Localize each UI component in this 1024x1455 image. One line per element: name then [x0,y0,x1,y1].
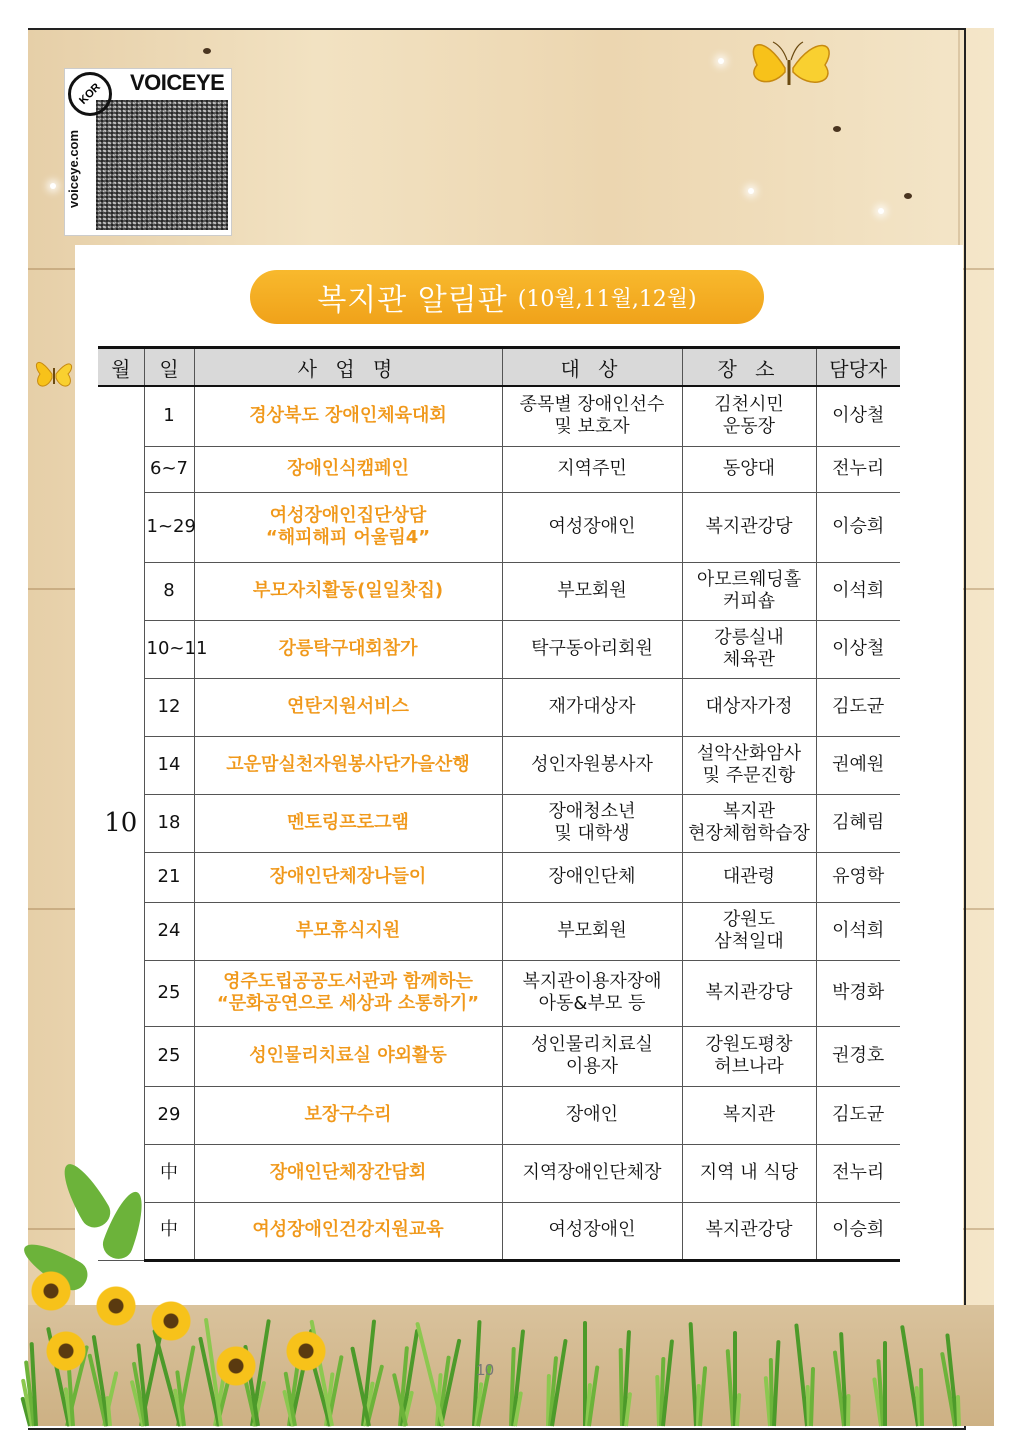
program-cell: 장애인단체장간담회 [194,1144,502,1202]
grass-blade [919,1368,924,1426]
page-title-main: 복지관 알림판 [317,283,508,318]
place-cell: 아모르웨딩홀 커피숍 [682,562,816,620]
place-cell: 강릉실내 체육관 [682,620,816,678]
header-manager: 담당자 [816,348,900,387]
target-cell: 성인물리치료실 이용자 [502,1026,682,1086]
manager-cell: 유영학 [816,852,900,902]
target-cell: 종목별 장애인선수 및 보호자 [502,386,682,446]
voiceye-logo: VOICEYE [130,70,225,95]
month-cell: 10 [98,386,144,1260]
header-day: 일 [144,348,194,387]
table-body [98,386,900,1260]
place-cell: 대관령 [682,852,816,902]
grass-blade [846,1394,851,1426]
header-target: 대 상 [502,348,682,387]
table-row [98,852,900,902]
flower-decoration [150,1300,192,1342]
flower-decoration [30,1270,72,1312]
manager-cell: 권경호 [816,1026,900,1086]
grass-blade [883,1341,887,1426]
manager-cell: 권예원 [816,736,900,794]
table-row [98,960,900,1026]
manager-cell: 전누리 [816,1144,900,1202]
flower-decoration [95,1285,137,1327]
day-cell: 8 [144,562,194,620]
table-row [98,492,900,562]
flower-decoration [215,1345,257,1387]
target-cell: 여성장애인 [502,492,682,562]
place-cell: 지역 내 식당 [682,1144,816,1202]
target-cell: 지역주민 [502,446,682,492]
day-cell: 18 [144,794,194,852]
manager-cell: 이상철 [816,620,900,678]
kor-badge: KOR [59,63,121,125]
small-butterfly-icon [30,350,78,398]
target-cell: 부모회원 [502,902,682,960]
target-cell: 복지관이용자장애 아동&부모 등 [502,960,682,1026]
table-row [98,1202,900,1260]
day-cell: 21 [144,852,194,902]
day-cell: 1~29 [144,492,194,562]
target-cell: 부모회원 [502,562,682,620]
grass-blade [735,1393,741,1426]
table-row [98,902,900,960]
page-title [250,270,764,324]
manager-cell: 이석희 [816,902,900,960]
day-cell: 中 [144,1202,194,1260]
manager-cell: 이승희 [816,1202,900,1260]
grass-blade [772,1340,780,1426]
table-header-row [98,348,900,387]
table-row [98,446,900,492]
program-cell: 성인물리치료실 야외활동 [194,1026,502,1086]
program-cell: 장애인단체장나들이 [194,852,502,902]
place-cell: 복지관 [682,1086,816,1144]
page-title-subtitle: (10월,11월,12월) [517,286,697,312]
day-cell: 25 [144,960,194,1026]
manager-cell: 김도균 [816,678,900,736]
qr-pattern [96,100,228,230]
table-row [98,678,900,736]
place-cell: 김천시민 운동장 [682,386,816,446]
program-cell: 보장구수리 [194,1086,502,1144]
day-cell: 6~7 [144,446,194,492]
target-cell: 지역장애인단체장 [502,1144,682,1202]
program-cell: 연탄지원서비스 [194,678,502,736]
flower-decoration [285,1330,327,1372]
table-row [98,1026,900,1086]
day-cell: 29 [144,1086,194,1144]
target-cell: 장애인 [502,1086,682,1144]
voiceye-site: voiceye.com [66,129,81,209]
header-program: 사 업 명 [194,348,502,387]
target-cell: 장애청소년 및 대학생 [502,794,682,852]
place-cell: 복지관강당 [682,960,816,1026]
manager-cell: 이승희 [816,492,900,562]
manager-cell: 전누리 [816,446,900,492]
manager-cell: 이석희 [816,562,900,620]
place-cell: 복지관 현장체험학습장 [682,794,816,852]
header-month: 월 [98,348,144,387]
manager-cell: 이상철 [816,386,900,446]
target-cell: 성인자원봉사자 [502,736,682,794]
manager-cell: 박경화 [816,960,900,1026]
table-row [98,1086,900,1144]
place-cell: 설악산화암사 및 주문진항 [682,736,816,794]
program-cell: 부모자치활동(일일찻집) [194,562,502,620]
day-cell: 10~11 [144,620,194,678]
day-cell: 14 [144,736,194,794]
day-cell: 1 [144,386,194,446]
place-cell: 동양대 [682,446,816,492]
table-row [98,736,900,794]
manager-cell: 김혜림 [816,794,900,852]
place-cell: 대상자가정 [682,678,816,736]
program-cell: 강릉탁구대회참가 [194,620,502,678]
grass-blade [956,1395,961,1426]
table-row [98,386,900,446]
header-place: 장 소 [682,348,816,387]
table-row [98,620,900,678]
grass-blade [809,1367,815,1426]
flower-decoration [45,1330,87,1372]
manager-cell: 김도균 [816,1086,900,1144]
program-cell: 경상북도 장애인체육대회 [194,386,502,446]
place-cell: 복지관강당 [682,492,816,562]
day-cell: 24 [144,902,194,960]
day-cell: 25 [144,1026,194,1086]
target-cell: 장애인단체 [502,852,682,902]
table-row [98,562,900,620]
place-cell: 복지관강당 [682,1202,816,1260]
program-cell: 멘토링프로그램 [194,794,502,852]
target-cell: 재가대상자 [502,678,682,736]
place-cell: 강원도 삼척일대 [682,902,816,960]
program-cell: 여성장애인건강지원교육 [194,1202,502,1260]
butterfly-icon [735,30,845,100]
program-cell: 영주도립공공도서관과 함께하는 “문화공연으로 세상과 소통하기” [194,960,502,1026]
schedule-table [98,346,900,1262]
table-row [98,1144,900,1202]
target-cell: 여성장애인 [502,1202,682,1260]
place-cell: 강원도평창 허브나라 [682,1026,816,1086]
day-cell: 中 [144,1144,194,1202]
day-cell: 12 [144,678,194,736]
program-cell: 여성장애인집단상담 “해피해피 어울림4” [194,492,502,562]
table-row [98,794,900,852]
target-cell: 탁구동아리회원 [502,620,682,678]
program-cell: 고운맘실천자원봉사단가을산행 [194,736,502,794]
program-cell: 부모휴식지원 [194,902,502,960]
page-number: 10 [476,1362,494,1379]
program-cell: 장애인식캠페인 [194,446,502,492]
